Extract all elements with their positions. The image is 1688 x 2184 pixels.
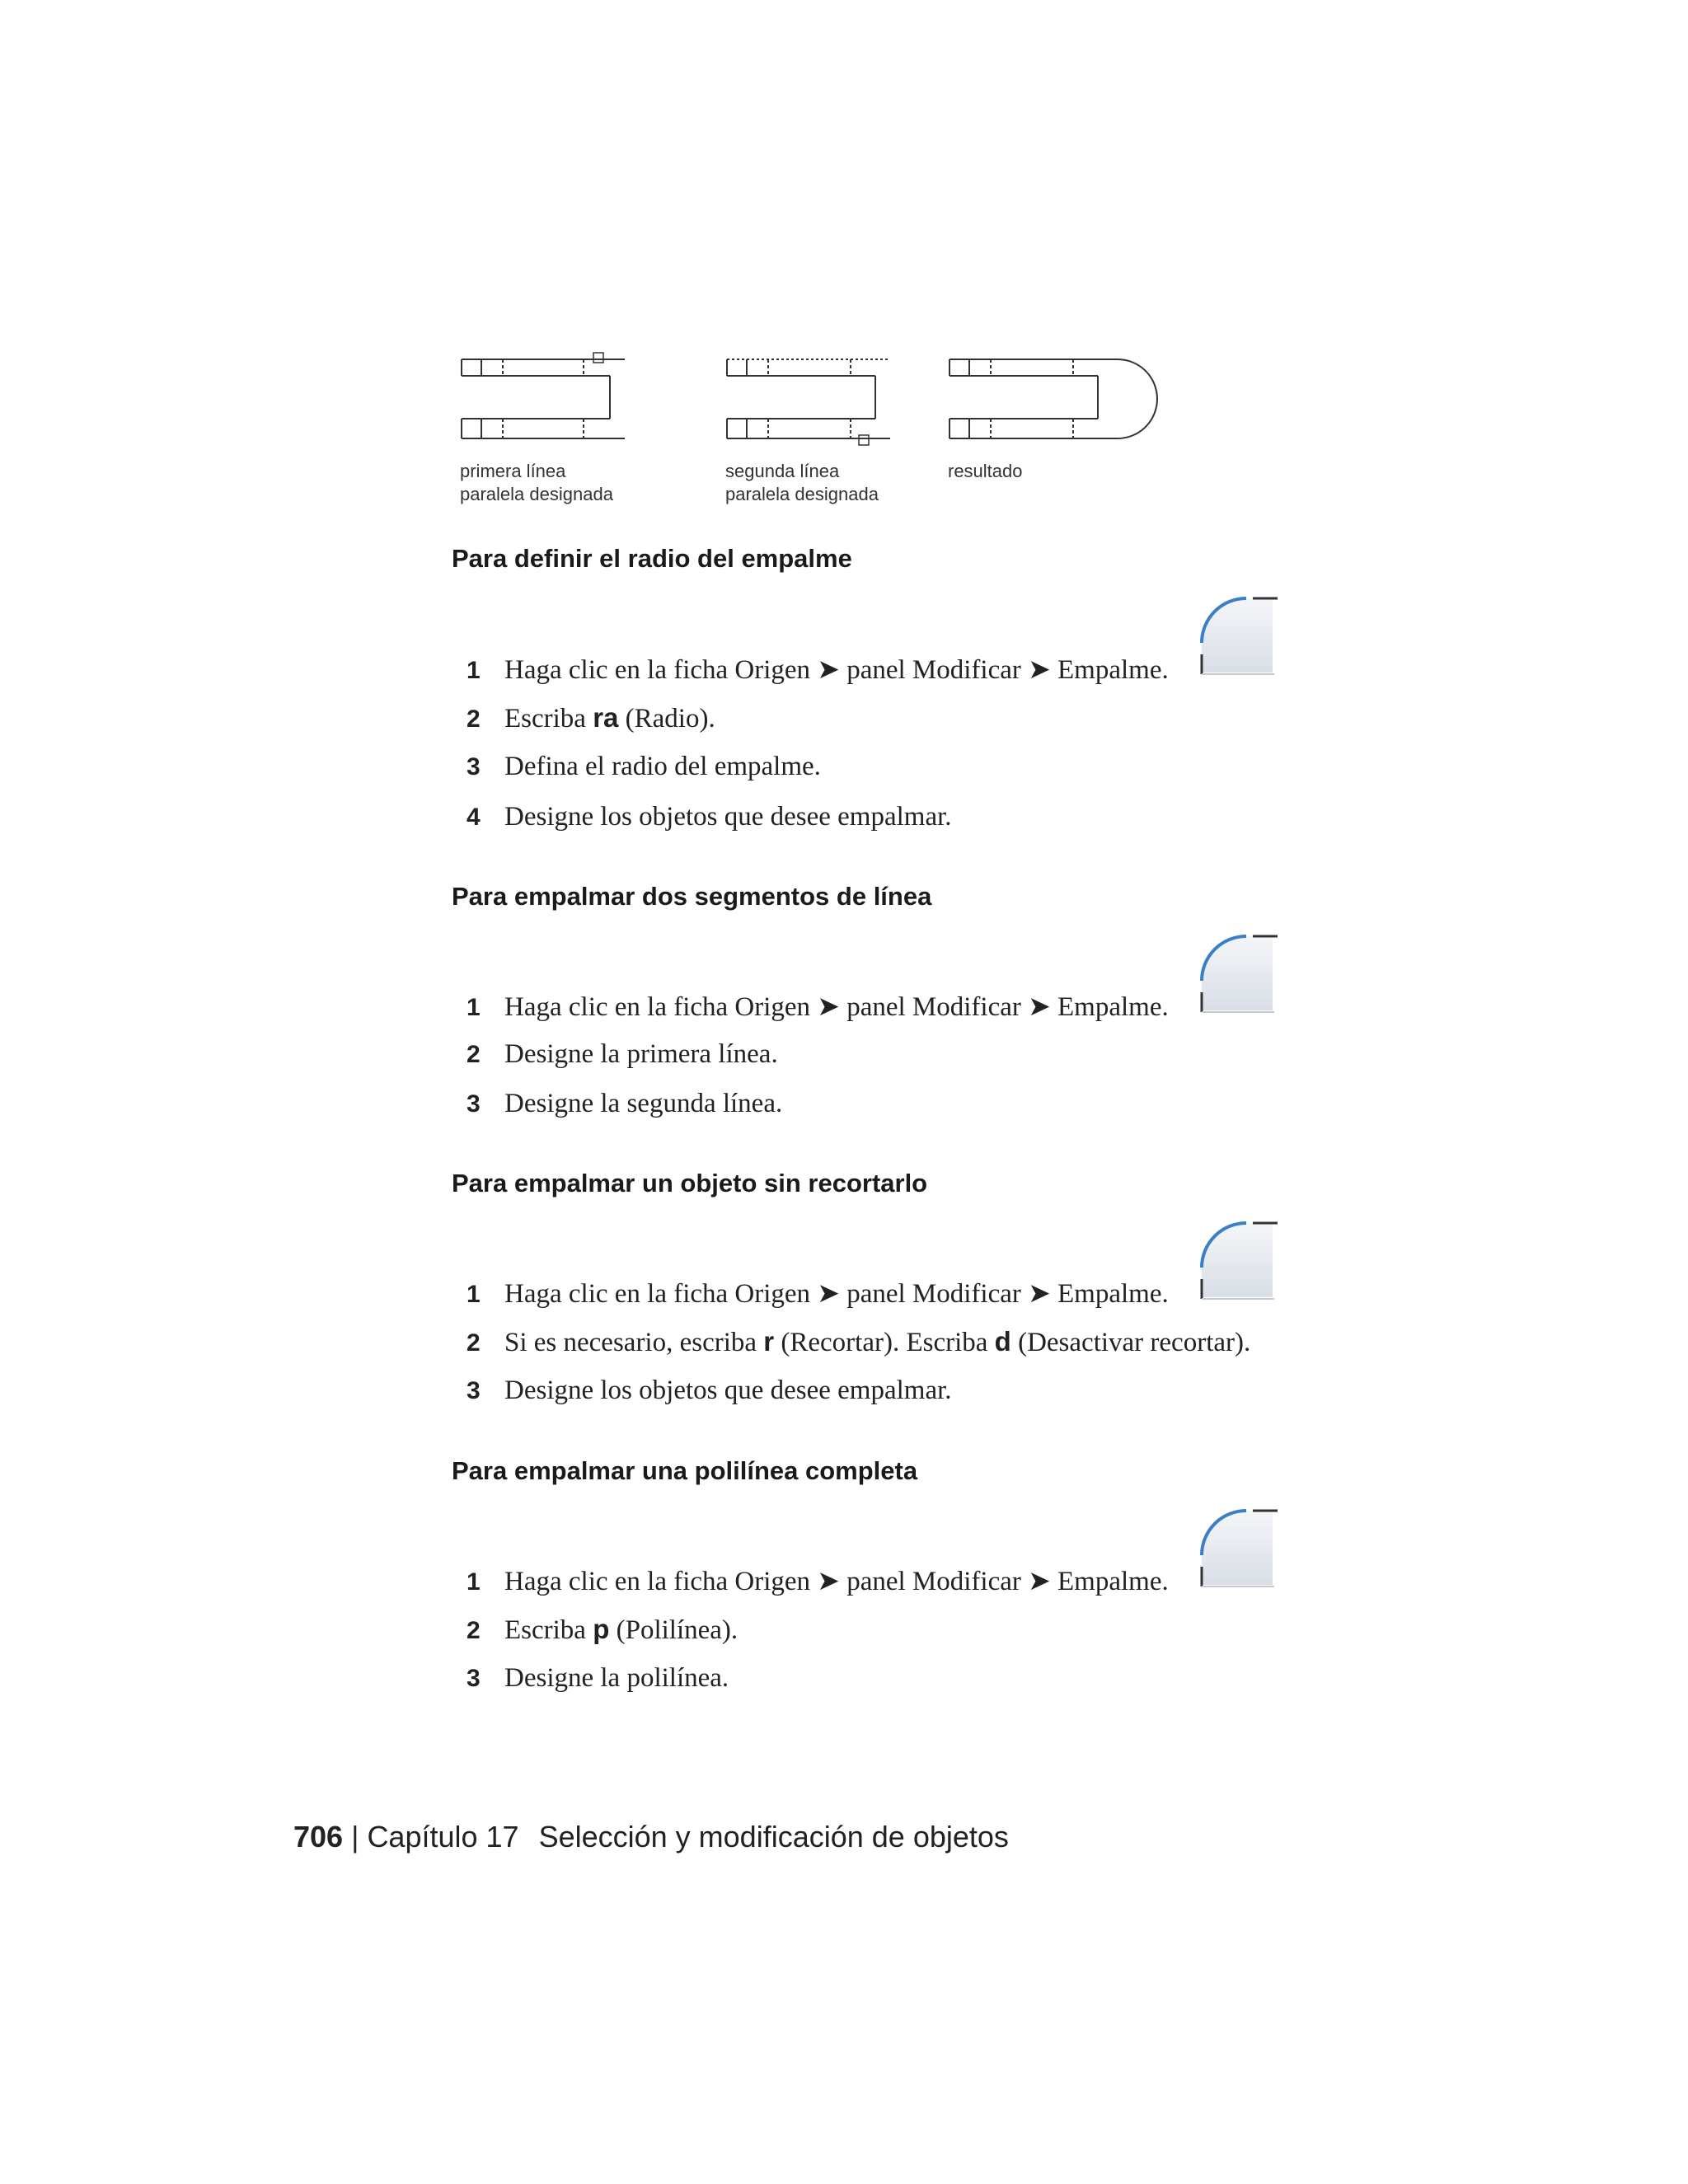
step-item: 2 Escriba p (Polilínea). bbox=[467, 1614, 738, 1645]
caption-result: resultado bbox=[948, 461, 1023, 481]
fillet-icon[interactable] bbox=[1193, 1506, 1279, 1591]
caption-second-line: segunda línea paralela designada bbox=[725, 461, 879, 504]
step-item: 1 Haga clic en la ficha Origen ➤ panel Modificar ➤ Empalme. bbox=[467, 992, 1169, 1022]
step-item: 2 Si es necesario, escriba r (Recortar). Escriba d (Desactivar recortar). bbox=[467, 1326, 1251, 1357]
chapter-label: Capítulo 17 bbox=[367, 1820, 519, 1854]
fillet-diagrams bbox=[452, 346, 1193, 462]
fillet-figure bbox=[452, 346, 1193, 511]
step-item: 4 Designe los objetos que desee empalmar. bbox=[467, 802, 952, 832]
step-item: 2 Designe la primera línea. bbox=[467, 1039, 778, 1069]
step-item: 3 Designe la segunda línea. bbox=[467, 1089, 783, 1118]
fillet-icon[interactable] bbox=[1193, 931, 1279, 1017]
page-footer bbox=[293, 1820, 1009, 1854]
diagram-first-line bbox=[462, 353, 625, 438]
chapter-title: Selección y modificación de objetos bbox=[538, 1820, 1009, 1854]
section-title-radius: Para definir el radio del empalme bbox=[452, 544, 852, 573]
step-item: 1 Haga clic en la ficha Origen ➤ panel Modificar ➤ Empalme. bbox=[467, 1279, 1169, 1309]
page-number: 706 bbox=[293, 1820, 344, 1854]
step-item: 3 Designe los objetos que desee empalmar. bbox=[467, 1376, 952, 1405]
step-item: 1 Haga clic en la ficha Origen ➤ panel Modificar ➤ Empalme. bbox=[467, 1567, 1169, 1596]
step-item: 3 Designe la polilínea. bbox=[467, 1663, 729, 1693]
diagram-result bbox=[950, 359, 1157, 438]
step-item: 3 Defina el radio del empalme. bbox=[467, 752, 821, 781]
caption-first-line: primera línea paralela designada bbox=[460, 461, 613, 504]
step-item: 2 Escriba ra (Radio). bbox=[467, 702, 715, 733]
fillet-icon[interactable] bbox=[1193, 1218, 1279, 1304]
section-title-two-segments: Para empalmar dos segmentos de línea bbox=[452, 882, 932, 911]
footer-separator: | bbox=[351, 1820, 359, 1854]
step-item: 1 Haga clic en la ficha Origen ➤ panel Modificar ➤ Empalme. bbox=[467, 655, 1169, 685]
section-title-no-trim: Para empalmar un objeto sin recortarlo bbox=[452, 1169, 928, 1197]
fillet-icon[interactable] bbox=[1193, 593, 1279, 679]
diagram-second-line bbox=[727, 359, 890, 445]
section-title-polyline: Para empalmar una polilínea completa bbox=[452, 1456, 918, 1485]
